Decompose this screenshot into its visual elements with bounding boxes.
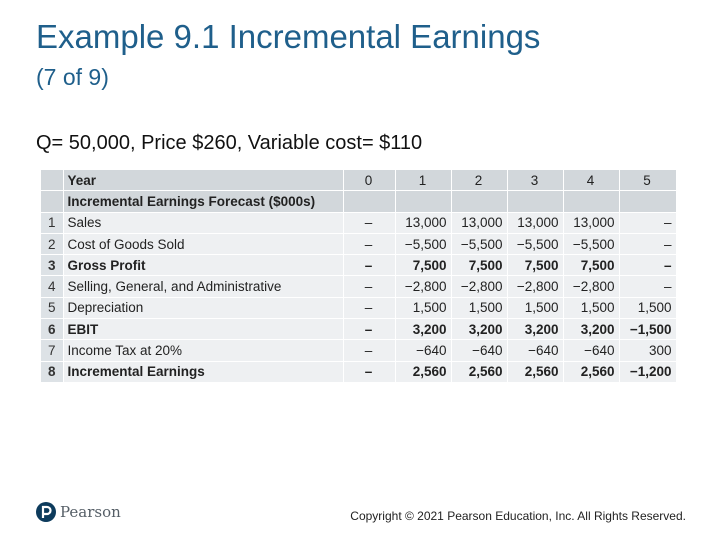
value-cell: 2,560 bbox=[395, 361, 451, 382]
forecast-subheader-label: Incremental Earnings Forecast ($000s) bbox=[63, 191, 343, 212]
row-number-cell: 4 bbox=[41, 276, 63, 297]
value-cell: −2,800 bbox=[395, 276, 451, 297]
table-row bbox=[41, 340, 676, 361]
row-number-cell: 6 bbox=[41, 319, 63, 340]
value-cell: −5,500 bbox=[451, 233, 507, 254]
row-label-cell: Cost of Goods Sold bbox=[63, 233, 343, 254]
year-cell: 4 bbox=[563, 170, 619, 191]
row-label-cell: Sales bbox=[63, 212, 343, 233]
value-cell: 1,500 bbox=[395, 297, 451, 318]
value-cell: 3,200 bbox=[395, 319, 451, 340]
row-label-cell: Selling, General, and Administrative bbox=[63, 276, 343, 297]
value-cell: −640 bbox=[507, 340, 563, 361]
value-cell: 7,500 bbox=[563, 255, 619, 276]
table-row bbox=[41, 297, 676, 318]
year-cell: 1 bbox=[395, 170, 451, 191]
row-number-cell: 7 bbox=[41, 340, 63, 361]
row-label-cell: Income Tax at 20% bbox=[63, 340, 343, 361]
slide-subtitle: (7 of 9) bbox=[36, 64, 109, 90]
year-header-label: Year bbox=[63, 170, 343, 191]
value-cell: 13,000 bbox=[451, 212, 507, 233]
empty-cell bbox=[343, 191, 395, 212]
value-cell: −640 bbox=[451, 340, 507, 361]
value-cell: 13,000 bbox=[507, 212, 563, 233]
forecast-subheader-row bbox=[41, 191, 676, 212]
year-cell: 5 bbox=[619, 170, 676, 191]
table-row bbox=[41, 255, 676, 276]
slide-title: Example 9.1 Incremental Earnings bbox=[36, 18, 541, 55]
value-cell: 13,000 bbox=[395, 212, 451, 233]
year-cell: 3 bbox=[507, 170, 563, 191]
value-cell: 7,500 bbox=[451, 255, 507, 276]
value-cell: 3,200 bbox=[507, 319, 563, 340]
value-cell: – bbox=[619, 233, 676, 254]
table-row bbox=[41, 361, 676, 382]
empty-cell bbox=[619, 191, 676, 212]
value-cell: 7,500 bbox=[395, 255, 451, 276]
value-cell: 1,500 bbox=[619, 297, 676, 318]
value-cell: – bbox=[343, 361, 395, 382]
value-cell: −1,500 bbox=[619, 319, 676, 340]
value-cell: – bbox=[343, 233, 395, 254]
row-label-cell: EBIT bbox=[63, 319, 343, 340]
value-cell: −2,800 bbox=[563, 276, 619, 297]
value-cell: – bbox=[343, 212, 395, 233]
value-cell: −5,500 bbox=[563, 233, 619, 254]
empty-cell bbox=[563, 191, 619, 212]
pearson-logo-text: Pearson bbox=[60, 503, 121, 521]
copyright-text: Copyright © 2021 Pearson Education, Inc. All Rights Reserved. bbox=[350, 509, 686, 523]
value-cell: −640 bbox=[563, 340, 619, 361]
row-label-cell: Gross Profit bbox=[63, 255, 343, 276]
value-cell: – bbox=[343, 276, 395, 297]
value-cell: 2,560 bbox=[563, 361, 619, 382]
row-number-cell: 3 bbox=[41, 255, 63, 276]
value-cell: 1,500 bbox=[451, 297, 507, 318]
value-cell: – bbox=[619, 212, 676, 233]
value-cell: – bbox=[343, 297, 395, 318]
row-number-cell: 2 bbox=[41, 233, 63, 254]
row-number-cell: 5 bbox=[41, 297, 63, 318]
value-cell: 3,200 bbox=[563, 319, 619, 340]
year-cell: 2 bbox=[451, 170, 507, 191]
value-cell: −5,500 bbox=[395, 233, 451, 254]
table-row bbox=[41, 233, 676, 254]
value-cell: – bbox=[343, 319, 395, 340]
table-row bbox=[41, 276, 676, 297]
value-cell: – bbox=[343, 340, 395, 361]
value-cell: −1,200 bbox=[619, 361, 676, 382]
table-row bbox=[41, 319, 676, 340]
pearson-p-icon bbox=[36, 502, 56, 522]
value-cell: 7,500 bbox=[507, 255, 563, 276]
value-cell: 13,000 bbox=[563, 212, 619, 233]
value-cell: 3,200 bbox=[451, 319, 507, 340]
pearson-logo bbox=[36, 502, 121, 522]
empty-cell bbox=[395, 191, 451, 212]
year-cell: 0 bbox=[343, 170, 395, 191]
row-label-cell: Depreciation bbox=[63, 297, 343, 318]
value-cell: – bbox=[619, 276, 676, 297]
empty-cell bbox=[451, 191, 507, 212]
value-cell: – bbox=[343, 255, 395, 276]
row-label-cell: Incremental Earnings bbox=[63, 361, 343, 382]
value-cell: −2,800 bbox=[507, 276, 563, 297]
value-cell: −640 bbox=[395, 340, 451, 361]
value-cell: – bbox=[619, 255, 676, 276]
row-number-cell bbox=[41, 170, 63, 191]
row-number-cell: 1 bbox=[41, 212, 63, 233]
parameters-text: Q= 50,000, Price $260, Variable cost= $110 bbox=[36, 132, 423, 154]
value-cell: 300 bbox=[619, 340, 676, 361]
row-number-cell bbox=[41, 191, 63, 212]
value-cell: 1,500 bbox=[507, 297, 563, 318]
value-cell: −2,800 bbox=[451, 276, 507, 297]
empty-cell bbox=[507, 191, 563, 212]
table-row bbox=[41, 212, 676, 233]
value-cell: −5,500 bbox=[507, 233, 563, 254]
value-cell: 2,560 bbox=[451, 361, 507, 382]
value-cell: 1,500 bbox=[563, 297, 619, 318]
incremental-earnings-table bbox=[41, 170, 677, 383]
value-cell: 2,560 bbox=[507, 361, 563, 382]
year-header-row bbox=[41, 170, 676, 191]
row-number-cell: 8 bbox=[41, 361, 63, 382]
